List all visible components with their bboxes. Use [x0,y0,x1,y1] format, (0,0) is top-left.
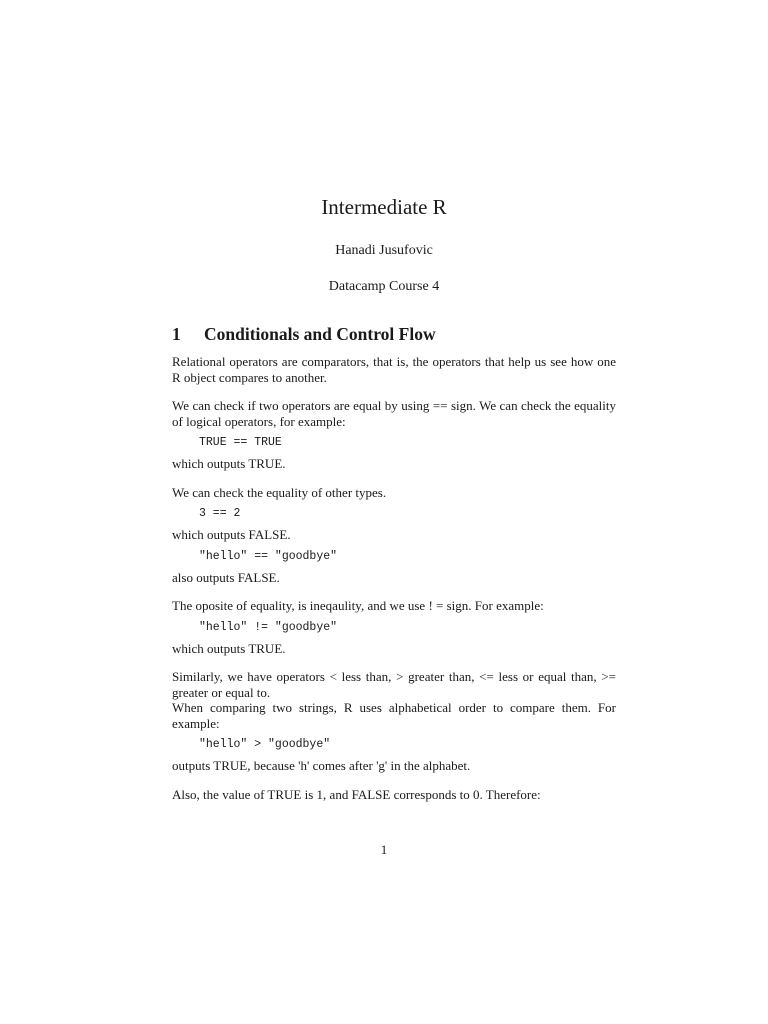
paragraph: outputs TRUE, because 'h' comes after 'g' in the alphabet. [172,758,471,773]
paragraph: Relational operators are comparators, that is, the operators that help us see how one R object compares to another. [172,354,616,385]
paragraph: The oposite of equality, is ineqaulity, and we use ! = sign. For example: [172,598,544,613]
paragraph: which outputs TRUE. [172,456,286,471]
paragraph: Similarly, we have operators < less than, > greater than, <= less or equal than, >= greater or equal to. [172,669,616,700]
paragraph: Also, the value of TRUE is 1, and FALSE corresponds to 0. Therefore: [172,786,541,802]
paragraph: We can check if two operators are equal by using == sign. We can check the equality of logical operators, for example: [172,398,616,429]
section-body [172,354,616,802]
code-line: "hello" != "goodbye" [199,620,338,634]
paragraph: which outputs TRUE. [172,640,286,656]
paragraph: We can check the equality of other types. [172,484,387,500]
code-line: TRUE == TRUE [199,436,282,449]
paragraph: which outputs FALSE. [172,527,291,542]
document-course: Datacamp Course 4 [328,279,440,294]
paragraph: also outputs FALSE. [172,569,280,585]
code-line: 3 == 2 [199,507,241,520]
code-line: "hello" == "goodbye" [199,549,338,563]
document-title: Intermediate R [321,195,447,219]
page-number: 1 [380,842,388,857]
code-line: "hello" > "goodbye" [199,738,331,751]
section-title: Conditionals and Control Flow [204,324,436,344]
paragraph: When comparing two strings, R uses alphabetical order to compare them. For example: [172,700,616,731]
section-number: 1 [172,324,181,344]
document-author: Hanadi Jusufovic [335,243,433,258]
section-heading [172,322,436,346]
